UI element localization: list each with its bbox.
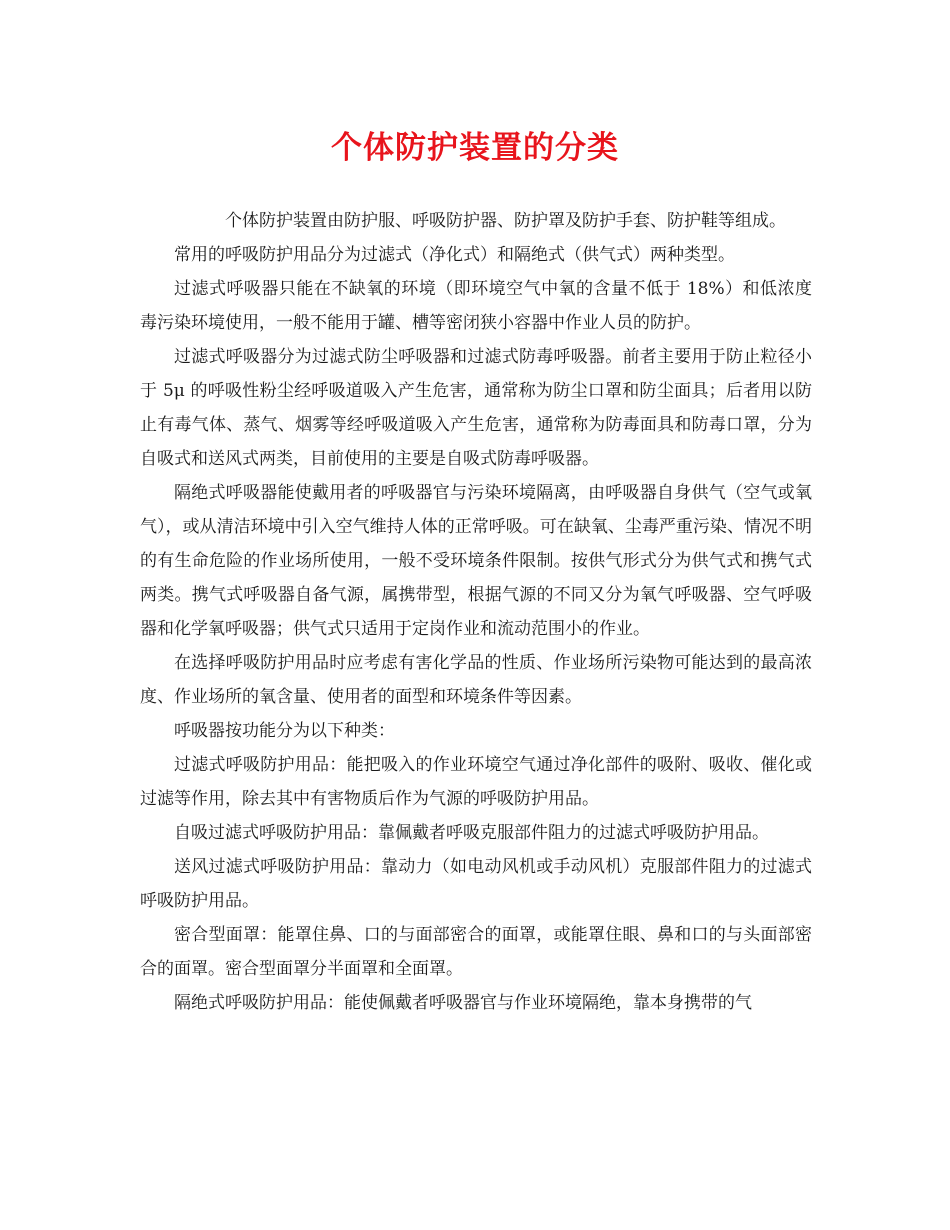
paragraph-isolation: 隔绝式呼吸器能使戴用者的呼吸器官与污染环境隔离，由呼吸器自身供气（空气或氧气），或从清洁环境中引入空气维持人体的正常呼吸。可在缺氧、尘毒严重污染、情况不明的有生命危险的作业场所使用，一般不受环境条件限制。按供气形式分为供气式和携气式两类。携气式呼吸器自备气源，属携带型，根据气源的不同又分为氧气呼吸器、空气呼吸器和化学氧呼吸器；供气式只适用于定岗作业和流动范围小的作业。	[140, 483, 812, 639]
paragraph-tight-fitting-mask: 密合型面罩：能罩住鼻、口的与面部密合的面罩，或能罩住眼、鼻和口的与头面部密合的面罩。密合型面罩分半面罩和全面罩。	[140, 925, 812, 979]
paragraph-powered: 送风过滤式呼吸防护用品：靠动力（如电动风机或手动风机）克服部件阻力的过滤式呼吸防护用品。	[140, 857, 812, 911]
paragraph-types: 常用的呼吸防护用品分为过滤式（净化式）和隔绝式（供气式）两种类型。	[174, 245, 735, 265]
paragraph-function-heading: 呼吸器按功能分为以下种类：	[174, 721, 395, 741]
paragraph-selection: 在选择呼吸防护用品时应考虑有害化学品的性质、作业场所污染物可能达到的最高浓度、作业场所的氧含量、使用者的面型和环境条件等因素。	[140, 653, 812, 707]
paragraph-intro: 个体防护装置由防护服、呼吸防护器、防护罩及防护手套、防护鞋等组成。	[225, 211, 786, 231]
document-title: 个体防护装置的分类	[331, 130, 619, 166]
paragraph-filter-categories: 过滤式呼吸器分为过滤式防尘呼吸器和过滤式防毒呼吸器。前者主要用于防止粒径小于 5μ 的呼吸性粉尘经呼吸道吸入产生危害，通常称为防尘口罩和防尘面具；后者用以防止有毒气体、蒸气、烟雾等经呼吸道吸入产生危害，通常称为防毒面具和防毒口罩，分为自吸式和送风式两类，目前使用的主要是自吸式防毒呼吸器。	[140, 347, 812, 469]
document-body	[140, 204, 812, 1020]
paragraph-filter-limits: 过滤式呼吸器只能在不缺氧的环境（即环境空气中氧的含量不低于 18%）和低浓度毒污染环境使用，一般不能用于罐、槽等密闭狭小容器中作业人员的防护。	[140, 279, 812, 333]
paragraph-filter-definition: 过滤式呼吸防护用品：能把吸入的作业环境空气通过净化部件的吸附、吸收、催化或过滤等作用，除去其中有害物质后作为气源的呼吸防护用品。	[140, 755, 812, 809]
paragraph-self-suction: 自吸过滤式呼吸防护用品：靠佩戴者呼吸克服部件阻力的过滤式呼吸防护用品。	[174, 823, 769, 843]
paragraph-isolation-definition: 隔绝式呼吸防护用品：能使佩戴者呼吸器官与作业环境隔绝，靠本身携带的气	[174, 993, 752, 1013]
